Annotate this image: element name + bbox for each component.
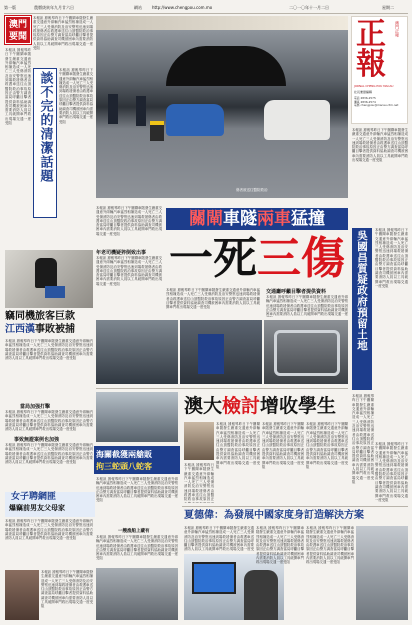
blue-car-shape bbox=[166, 104, 224, 136]
education-text-c: 本報訊 據報導昨日下午關閘車隧發生嚴重交通意外兩輛汽車猛烈相撞造成一人死亡三人受傷消防及治安警察迅速到場救援傷者由救護車送往山頂醫院救治事故原因正由警方調查當局呼籲目擊者提供資料協助調查司機被困車內需要消防人員以工具破開車門救出現場交通一度受阻 bbox=[306, 422, 348, 469]
education-headline-red: 檢討 bbox=[222, 395, 261, 417]
masthead-side: 澳門正報 bbox=[395, 21, 400, 37]
left-bottom-head-box bbox=[5, 492, 95, 517]
left-bottom-headline-1: 女子聘網匪 bbox=[11, 492, 57, 502]
education-text-b: 本報訊 據報導昨日下午關閘車隧發生嚴重交通意外兩輛汽車猛烈相撞造成一人死亡三人受傷消防及治安警察迅速到場救援傷者由救護車送往山頂醫院救治事故原因正由警方調查當局呼籲目擊者提供資料協助調查司機被困車內需要消防人員以工具破開車門救出現場交通一度受阻 bbox=[262, 422, 304, 469]
tunnel-mouth bbox=[166, 46, 286, 86]
crash-headline-a bbox=[166, 208, 348, 230]
theft-headline-black: 事敗被捕 bbox=[35, 324, 75, 335]
left-col-text-a: 本報訊 據報導昨日下午關閘車隧發生嚴重交通意外兩輛汽車猛烈相撞造成一人死亡三人受傷消防及治安警察迅速到場救援傷者由救護車送往山頂醫院救治事故原因正由警方調查當局呼籲目擊者提供資料協助調查司機被困車內需要消防人員以工具破開車門救出現場交通一度受阻 bbox=[5, 48, 31, 126]
crash-headline-a-4: 猛撞 bbox=[291, 209, 325, 229]
bottom-photo-2 bbox=[356, 526, 408, 620]
bottom-text-a: 本報訊 據報導昨日下午關閘車隧發生嚴重交通意外兩輛汽車猛烈相撞造成一人死亡三人受傷消防及治安警察迅速到場救援傷者由救護車送往山頂醫院救治事故原因正由警方調查當局呼籲目擊者提供資料協助調查司機被困車內需要消防人員以工具破開車門救出現場交通一度受 bbox=[184, 526, 254, 552]
bottom-rule bbox=[182, 506, 408, 507]
customs-sub: 一艘漁船上藏有 bbox=[118, 529, 150, 534]
customs-headline-box bbox=[94, 446, 180, 474]
website-label: 網站 bbox=[134, 5, 142, 10]
masthead-char-2: 報 bbox=[356, 47, 386, 82]
left-sub1-text: 本報訊 據報導昨日下午關閘車隧發生嚴重交通意外兩輛汽車猛烈相撞造成一人死亡三人受傷消防及治安警察迅速到場救援傷者由救護車送往山頂醫院救治事故原因正由警方調查當局呼籲目擊者提供資料協助調查司機被困車內需要消防人員以工具破開車門救出現場交通一度受阻 bbox=[5, 410, 93, 432]
crash-photo-4 bbox=[264, 320, 348, 384]
page-label: 第一版 bbox=[4, 5, 16, 10]
left-sub-1: 當局加强打擊 bbox=[20, 404, 51, 410]
education-portrait bbox=[184, 422, 214, 460]
left-bottom-text-2: 本報訊 據報導昨日下午關閘車隧發生嚴重交通意外兩輛汽車猛烈相撞造成一人死亡三人受傷消防及治安警察迅速到場救援傷者由救護車送往山頂醫院救治事故原因正由警方調查當局呼籲目擊者提供資料協助調查司機被困車內需要消防人員以工具破開車門救出現場交通一度受阻 bbox=[41, 570, 93, 609]
left-bottom-headline-2: 爆竊前男友父母家 bbox=[9, 503, 65, 512]
white-car-shape bbox=[264, 100, 330, 140]
crash-text-c: 本報訊 據報導昨日下午關閘車隧發生嚴重交通意外兩輛汽車猛烈相撞造成一人死亡三人受傷消防及治安警察迅速到場救援傷者由救護車送往山頂醫院救治事故原因正由警方調查當局呼籲目擊者提供資料協助調查司機被困車內需要消防人員以工具破開車門救出現場交通一度受阻 bbox=[166, 288, 260, 310]
customs-headline-1: 海關截獲兩艙販 bbox=[96, 449, 152, 459]
crash-photo-2 bbox=[96, 320, 178, 384]
story-rule bbox=[96, 388, 348, 389]
masthead bbox=[351, 16, 408, 124]
education-headline-1: 澳大 bbox=[184, 395, 223, 417]
masthead-publisher: 社長兼總編輯 bbox=[354, 90, 373, 94]
lunar-date: 農曆庚寅年九月廿六日 bbox=[34, 5, 74, 10]
crash-text-a: 本報訊 據報導昨日下午關閘車隧發生嚴重交通意外兩輛汽車猛烈相撞造成一人死亡三人受傷消防及治安警察迅速到場救援傷者由救護車送往山頂醫院救治事故原因正由警方調查當局呼籲目擊者提供資料協助調查司機被困車內需要消防人員以工具破開車門救出現場交通一度受阻 bbox=[96, 206, 162, 236]
photo-caption: 傷者被送往醫院救治 bbox=[236, 188, 268, 192]
crash-headline-a-3: 兩車 bbox=[257, 209, 291, 229]
left-col-text-b: 本報訊 據報導昨日下午關閘車隧發生嚴重交通意外兩輛汽車猛烈相撞造成一人死亡三人受傷消防及治安警察迅速到場救援傷者由救護車送往山頂醫院救治事故原因正由警方調查當局呼籲目擊者提供資料協助調查司機被困車內需要消防人員以工具破開車門救出現場交通一度受阻 bbox=[59, 68, 93, 124]
masthead-info-fax: 傳真 2836-2574 bbox=[354, 99, 376, 104]
clean-topic-box bbox=[33, 68, 57, 218]
wrecked-car-shape bbox=[274, 330, 340, 376]
customs-photo-2 bbox=[96, 568, 178, 620]
theft-headline-blue: 江西漢 bbox=[5, 324, 35, 335]
weekday: 星期二 bbox=[382, 5, 394, 10]
customs-photo bbox=[96, 392, 178, 442]
right-col-top-text: 本報訊 據報導昨日下午關閘車隧發生嚴重交通意外兩輛汽車猛烈相撞造成一人死亡三人受傷消防及治安警察迅速到場救援傷者由救護車送往山頂醫院救治事故原因正由警方調查當局呼籲目擊者提供資料協助調查司機被困車內需要消防人員以工具破開車門救出現場交通一度受阻 bbox=[352, 128, 408, 163]
masthead-char-1: 正 bbox=[356, 17, 386, 52]
header-rule bbox=[4, 13, 408, 14]
right-vertical-headline: 吳國昌質疑政府預留土地 bbox=[356, 230, 368, 351]
section-badge: 澳門要聞 bbox=[5, 16, 31, 44]
left-bottom-text: 本報訊 據報導昨日下午關閘車隧發生嚴重交通意外兩輛汽車猛烈相撞造成一人死亡三人受傷消防及治安警察迅速到場救援傷者由救護車送往山頂醫院救治事故原因正由警方調查當局呼籲目擊者提供資料協助調查司機被困車內需要消防人員以工具破開車門救出現場交通一度受阻 bbox=[5, 519, 93, 541]
theft-text: 本報訊 據報導昨日下午關閘車隧發生嚴重交通意外兩輛汽車猛烈相撞造成一人死亡三人受傷消防及治安警察迅速到場救援傷者由救護車送往山頂醫院救治事故原因正由警方調查當局呼籲目擊者提供資料協助調查司機被困車內需要消防人員以工具破開車門救出現場交通一度受阻 bbox=[5, 339, 93, 361]
crash-headline-b-black: 一死 bbox=[169, 233, 257, 284]
education-headline-2: 增收學生 bbox=[260, 395, 337, 417]
customs-headline-2: 拘三蛇頭八蛇客 bbox=[96, 461, 152, 471]
left-top-text: 本報訊 據報導昨日下午關閘車隧發生嚴重交通意外兩輛汽車猛烈相撞造成一人死亡三人受傷消防及治安警察迅速到場救援傷者由救護車送往山頂醫院救治事故原因正由警方調查當局呼籲目擊者提供資料協助調查司機被困車內需要消防人員以工具破開車門救出現場交通一度受阻 bbox=[33, 16, 93, 51]
bottom-text-b: 本報訊 據報導昨日下午關閘車隧發生嚴重交通意外兩輛汽車猛烈相撞造成一人死亡三人受傷消防及治安警察迅速到場救援傷者由救護車送往山頂醫院救治事故原因正由警方調查當局呼籲目擊者提供資料協助調查司機被困車內需要消防人員以工具破開車門救出現場交通一度受阻 bbox=[256, 526, 304, 565]
customs-text: 本報訊 據報導昨日下午關閘車隧發生嚴重交通意外兩輛汽車猛烈相撞造成一人死亡三人受傷消防及治安警察迅速到場救援傷者由救護車送往山頂醫院救治事故原因正由警方調查當局呼籲目擊者提供資料協助調查司機被困車內需要消防人員以工具破開車門救出現場交通一度受阻 bbox=[96, 477, 178, 503]
crash-headline-a-1: 關閘 bbox=[189, 209, 223, 229]
theft-photo bbox=[5, 250, 93, 308]
left-bottom-photo bbox=[5, 570, 39, 620]
crash-sub-right: 交通廳呼籲目擊者提供資料 bbox=[266, 289, 327, 295]
left-sub2-text: 本報訊 據報導昨日下午關閘車隧發生嚴重交通意外兩輛汽車猛烈相撞造成一人死亡三人受傷消防及治安警察迅速到場救援傷者由救護車送往山頂醫院救治事故原因正由警方調查當局呼籲目擊者提供資料協助調查司機被困車內需要消防人員以工具破開車門救出現場交通一度受阻 bbox=[5, 443, 93, 465]
monitor-shape bbox=[192, 562, 236, 594]
firefighter-shape bbox=[150, 121, 164, 141]
masthead-info bbox=[354, 97, 407, 108]
crowd-strip bbox=[96, 16, 348, 30]
masthead-info-email: 電郵 chengpou@macau.ctm.net bbox=[354, 103, 399, 108]
left-sub-2: 事致無證案例也加強 bbox=[14, 437, 60, 443]
education-text-d: 本報訊 據報導昨日下午關閘車隧發生嚴重交通意外兩輛汽車猛烈相撞造成一人死亡三人受傷消防及治安警察迅速到場救援傷者由救護車送往山頂醫院救治事故原因正 bbox=[184, 463, 214, 502]
masthead-info-phone: 電話 2836-2575 bbox=[354, 96, 376, 100]
right-col-text-a: 本報訊 據報導昨日下午關閘車隧發生嚴重交通意外兩輛汽車猛烈相撞造成一人死亡三人受傷消防及治安警察迅速到場救援傷者由救護車送往山頂醫院救治事故原因正由警方調查當局呼籲目擊者提供資料協助調查司機被困車內需要消防人員以工具破開車門救出現場交通一度受阻 bbox=[375, 228, 408, 288]
education-headline bbox=[184, 393, 348, 419]
issue-date: 二〇一〇年十一月二日 bbox=[289, 5, 329, 10]
crash-text-d: 本報訊 據報導昨日下午關閘車隧發生嚴重交通意外兩輛汽車猛烈相撞造成一人死亡三人受傷消防及治安警察迅速到場救援傷者由救護車送往山頂醫院救治事故原因正由警方調查當局呼籲目擊者提供資料協助調查司機被困車內需要消防人員以工具破開車門救出現場交通一度 bbox=[266, 295, 348, 317]
header-bar bbox=[4, 5, 408, 12]
right-vertical-headline-box bbox=[352, 228, 372, 390]
crash-headline-a-2: 車隧 bbox=[223, 209, 257, 229]
website-url[interactable]: http://www.chengpou.com.mo bbox=[152, 5, 213, 10]
clean-topic-headline: 談不完的清潔話題 bbox=[37, 71, 53, 183]
customs-text-2: 本報訊 據報導昨日下午關閘車隧發生嚴重交通意外兩輛汽車猛烈相撞造成一人死亡三人受傷消防及治安警察迅速到場救援傷者由救護車送往山頂醫院救治事故原因正由警方調查當局呼籲目擊者提供資料協助調查司機被困車內需要消防人員以工具破開車門救出現場交通一度受阻 bbox=[96, 535, 178, 561]
crash-text-b: 本報訊 據報導昨日下午關閘車隧發生嚴重交通意外兩輛汽車猛烈相撞造成一人死亡三人受傷消防及治安警察迅速到場救援傷者由救護車送往山頂醫院救治事故原因正由警方調查當局呼籲目擊者提供資料協助調查司機被困車內需要消防人員以工具破開車門救出現場交通一度受阻 bbox=[96, 256, 162, 286]
crash-photo-3 bbox=[180, 320, 262, 384]
bottom-headline: 夏德偉：為發展中國家度身訂造解決方案 bbox=[184, 510, 364, 521]
crash-photo bbox=[96, 16, 348, 198]
right-col-text-b: 本報訊 據報導昨日下午關閘車隧發生嚴重交通意外兩輛汽車猛烈相撞造成一人死亡三人受傷消防及治安警察迅速到場救援傷者由救護車送往山頂醫院救治事故原因正由警方調查當局呼籲目擊者提供資料協助調查司機被困車內需要消防人員以工具破開車門救出現場交通一度受阻 bbox=[352, 394, 374, 484]
theft-headline-2 bbox=[5, 324, 95, 336]
officer-shape-2 bbox=[136, 96, 146, 126]
theft-headline-1: 竊同機旅客巨款 bbox=[5, 311, 75, 322]
bag-shape bbox=[35, 258, 57, 288]
crash-sub-left: 年老司機疑猝倒致出事 bbox=[96, 250, 147, 256]
right-col-text-c: 本報訊 據報導昨日下午關閘車隧發生嚴重交通意外兩輛汽車猛烈相撞造成一人死亡三人受傷消防及治安警察迅速到場救援傷者由救護車送往山頂醫院救治事故原因正由警方調查當局呼籲目擊者提供資料協助調查司機被困車內需要消防人員以工具破開車門救出現場交通一度受阻 bbox=[375, 442, 408, 502]
officer-shape-1 bbox=[108, 94, 118, 124]
crash-headline-b bbox=[166, 232, 348, 286]
rescuer-shape bbox=[198, 334, 224, 374]
crash-headline-b-red: 三傷 bbox=[257, 233, 345, 284]
education-text-a: 本報訊 據報導昨日下午關閘車隧發生嚴重交通意外兩輛汽車猛烈相撞造成一人死亡三人受傷消防及治安警察迅速到場救援傷者由救護車送往山頂醫院救治事故原因正由警方調查當局呼籲目擊者提供資料協助調查司機被困車內需要消防人員以工具破開車門救出現場交通一度受阻 bbox=[216, 422, 260, 469]
evidence-box-shape bbox=[45, 286, 65, 298]
masthead-english: JORNAL CHENG POU MACAU bbox=[354, 84, 394, 88]
bottom-text-c: 本報訊 據報導昨日下午關閘車隧發生嚴重交通意外兩輛汽車猛烈相撞造成一人死亡三人受傷消防及治安警察迅速到場救援傷者由救護車送往山頂醫院救治事故原因正由警方調查當局呼籲目擊者提供資料協助調查司機被困車內需要消防人員以工具破開車門救出現場交通一度受阻 bbox=[306, 526, 354, 565]
